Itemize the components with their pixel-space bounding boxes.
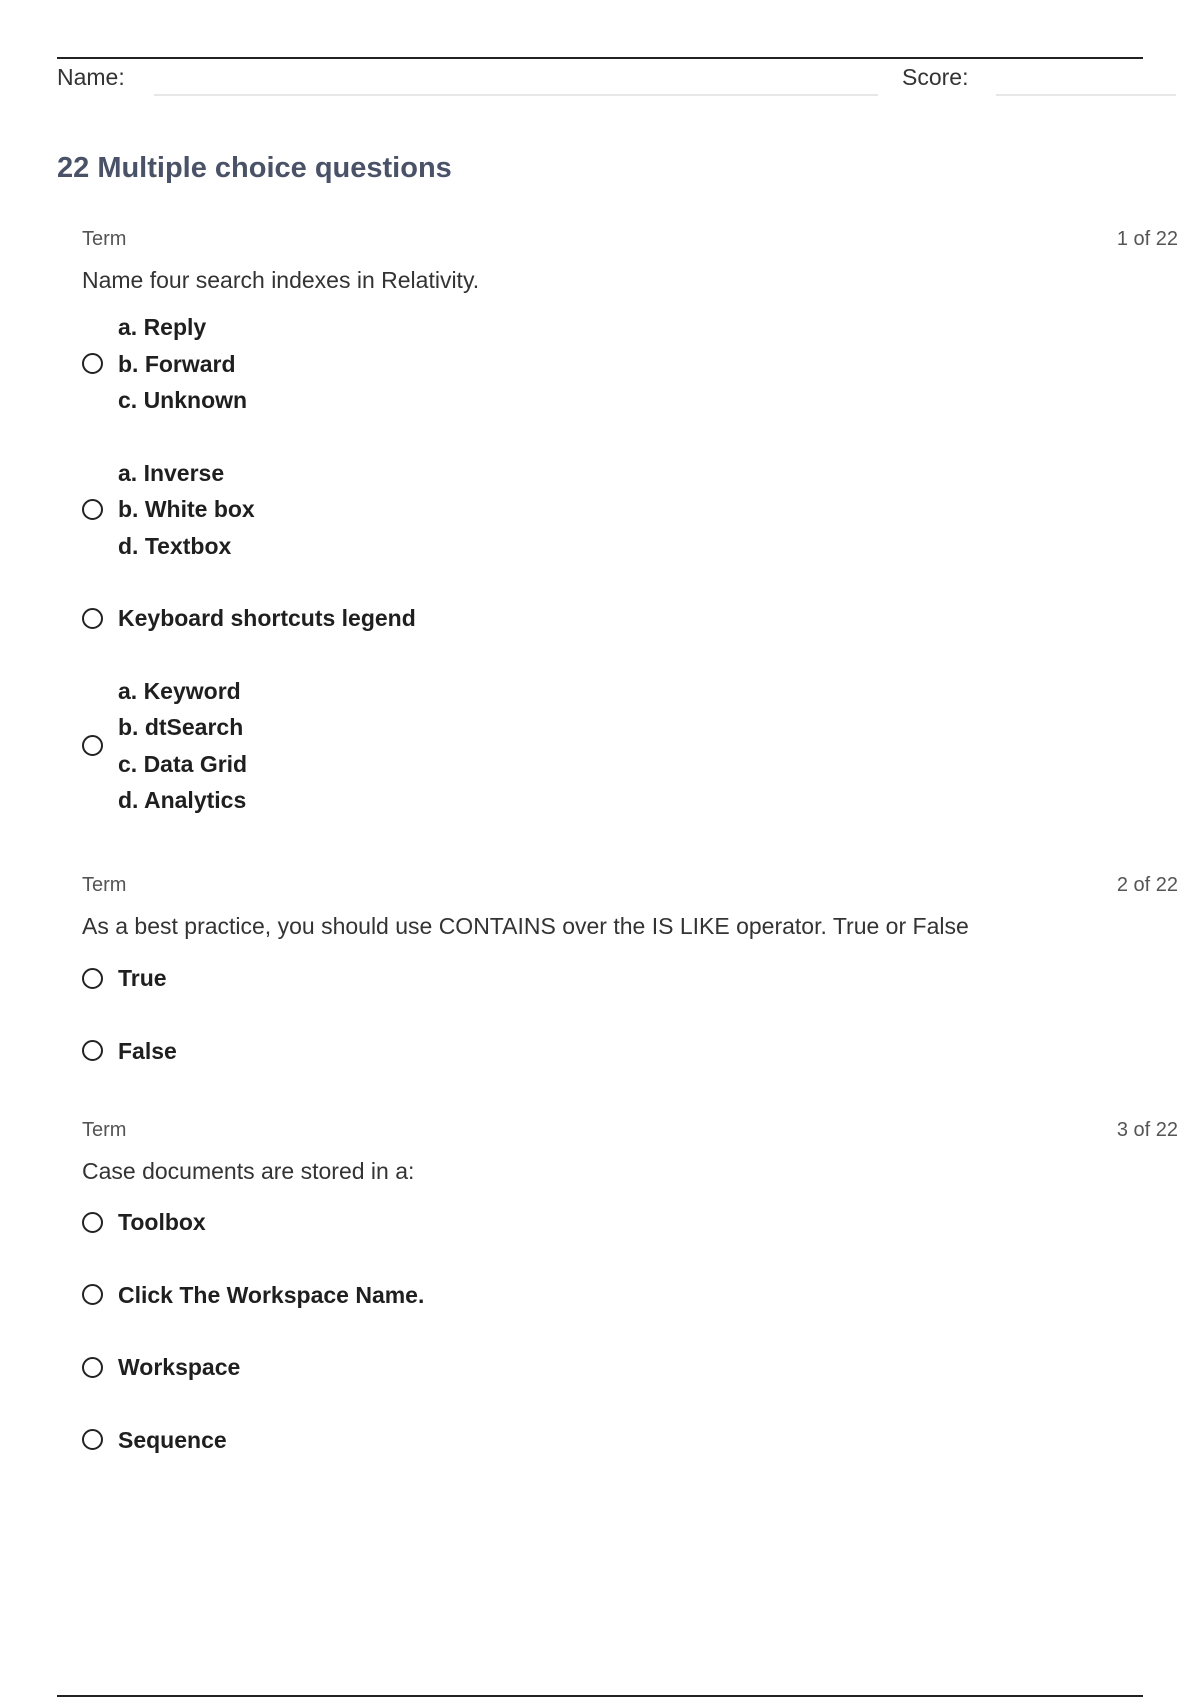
radio-button-icon[interactable] [82, 608, 103, 629]
radio-button-icon[interactable] [82, 1357, 103, 1378]
score-field[interactable] [996, 94, 1176, 96]
answer-option-c[interactable] [82, 600, 1178, 637]
option-line: Sequence [118, 1426, 227, 1453]
answer-option-toolbox[interactable] [82, 1204, 1178, 1241]
answer-option-click-workspace-name[interactable] [82, 1277, 1178, 1314]
option-line: d. Textbox [118, 532, 232, 559]
option-line: Toolbox [118, 1209, 206, 1235]
answer-option-d[interactable] [82, 673, 1178, 819]
question-1 [82, 226, 1178, 819]
radio-button-icon[interactable] [82, 1040, 103, 1061]
option-line: True [118, 965, 167, 991]
question-prompt: Case documents are stored in a: [82, 1158, 415, 1184]
section-title: 22 Multiple choice questions [57, 152, 452, 184]
question-counter: 2 of 22 [1116, 874, 1178, 896]
option-line: Keyboard shortcuts legend [118, 605, 416, 631]
option-line: a. Reply [118, 314, 207, 340]
option-line: c. Unknown [118, 387, 248, 413]
radio-button-icon[interactable] [82, 1284, 103, 1305]
bottom-rule [57, 1695, 1143, 1697]
radio-button-icon[interactable] [82, 499, 103, 520]
option-line: b. Forward [118, 350, 236, 377]
question-prompt: Name four search indexes in Relativity. [82, 267, 480, 293]
radio-button-icon[interactable] [82, 735, 103, 756]
question-header [82, 872, 1178, 898]
answer-option-workspace[interactable] [82, 1349, 1178, 1386]
score-label: Score: [902, 64, 969, 90]
radio-button-icon[interactable] [82, 1429, 103, 1450]
answer-option-a[interactable] [82, 309, 1178, 419]
radio-button-icon[interactable] [82, 353, 103, 374]
answer-options [82, 1204, 1178, 1458]
answer-option-true[interactable] [82, 960, 1178, 997]
answer-option-false[interactable] [82, 1033, 1178, 1070]
option-line: Click The Workspace Name. [118, 1281, 425, 1308]
option-line: a. Inverse [118, 459, 225, 486]
question-2 [82, 872, 1178, 1069]
question-3 [82, 1117, 1178, 1458]
answer-options [82, 309, 1178, 819]
top-rule [57, 57, 1143, 59]
option-line: False [118, 1037, 177, 1064]
answer-option-b[interactable] [82, 455, 1178, 565]
option-line: a. Keyword [118, 677, 241, 704]
answer-options [82, 960, 1178, 1069]
name-label: Name: [57, 64, 125, 90]
radio-button-icon[interactable] [82, 1212, 103, 1233]
option-line: c. Data Grid [118, 750, 248, 777]
question-counter: 1 of 22 [1116, 228, 1178, 250]
answer-option-sequence[interactable] [82, 1422, 1178, 1459]
question-prompt: As a best practice, you should use CONTAINS over the IS LIKE operator. True or False [82, 913, 969, 939]
option-line: b. dtSearch [118, 714, 244, 740]
option-line: Workspace [118, 1354, 241, 1380]
radio-button-icon[interactable] [82, 968, 103, 989]
term-label: Term [82, 1119, 127, 1141]
term-label: Term [82, 874, 127, 896]
question-counter: 3 of 22 [1116, 1119, 1178, 1141]
question-header [82, 226, 1178, 252]
option-line: d. Analytics [118, 787, 247, 813]
term-label: Term [82, 228, 127, 250]
option-line: b. White box [118, 496, 255, 522]
name-field[interactable] [154, 94, 878, 96]
question-header [82, 1117, 1178, 1143]
